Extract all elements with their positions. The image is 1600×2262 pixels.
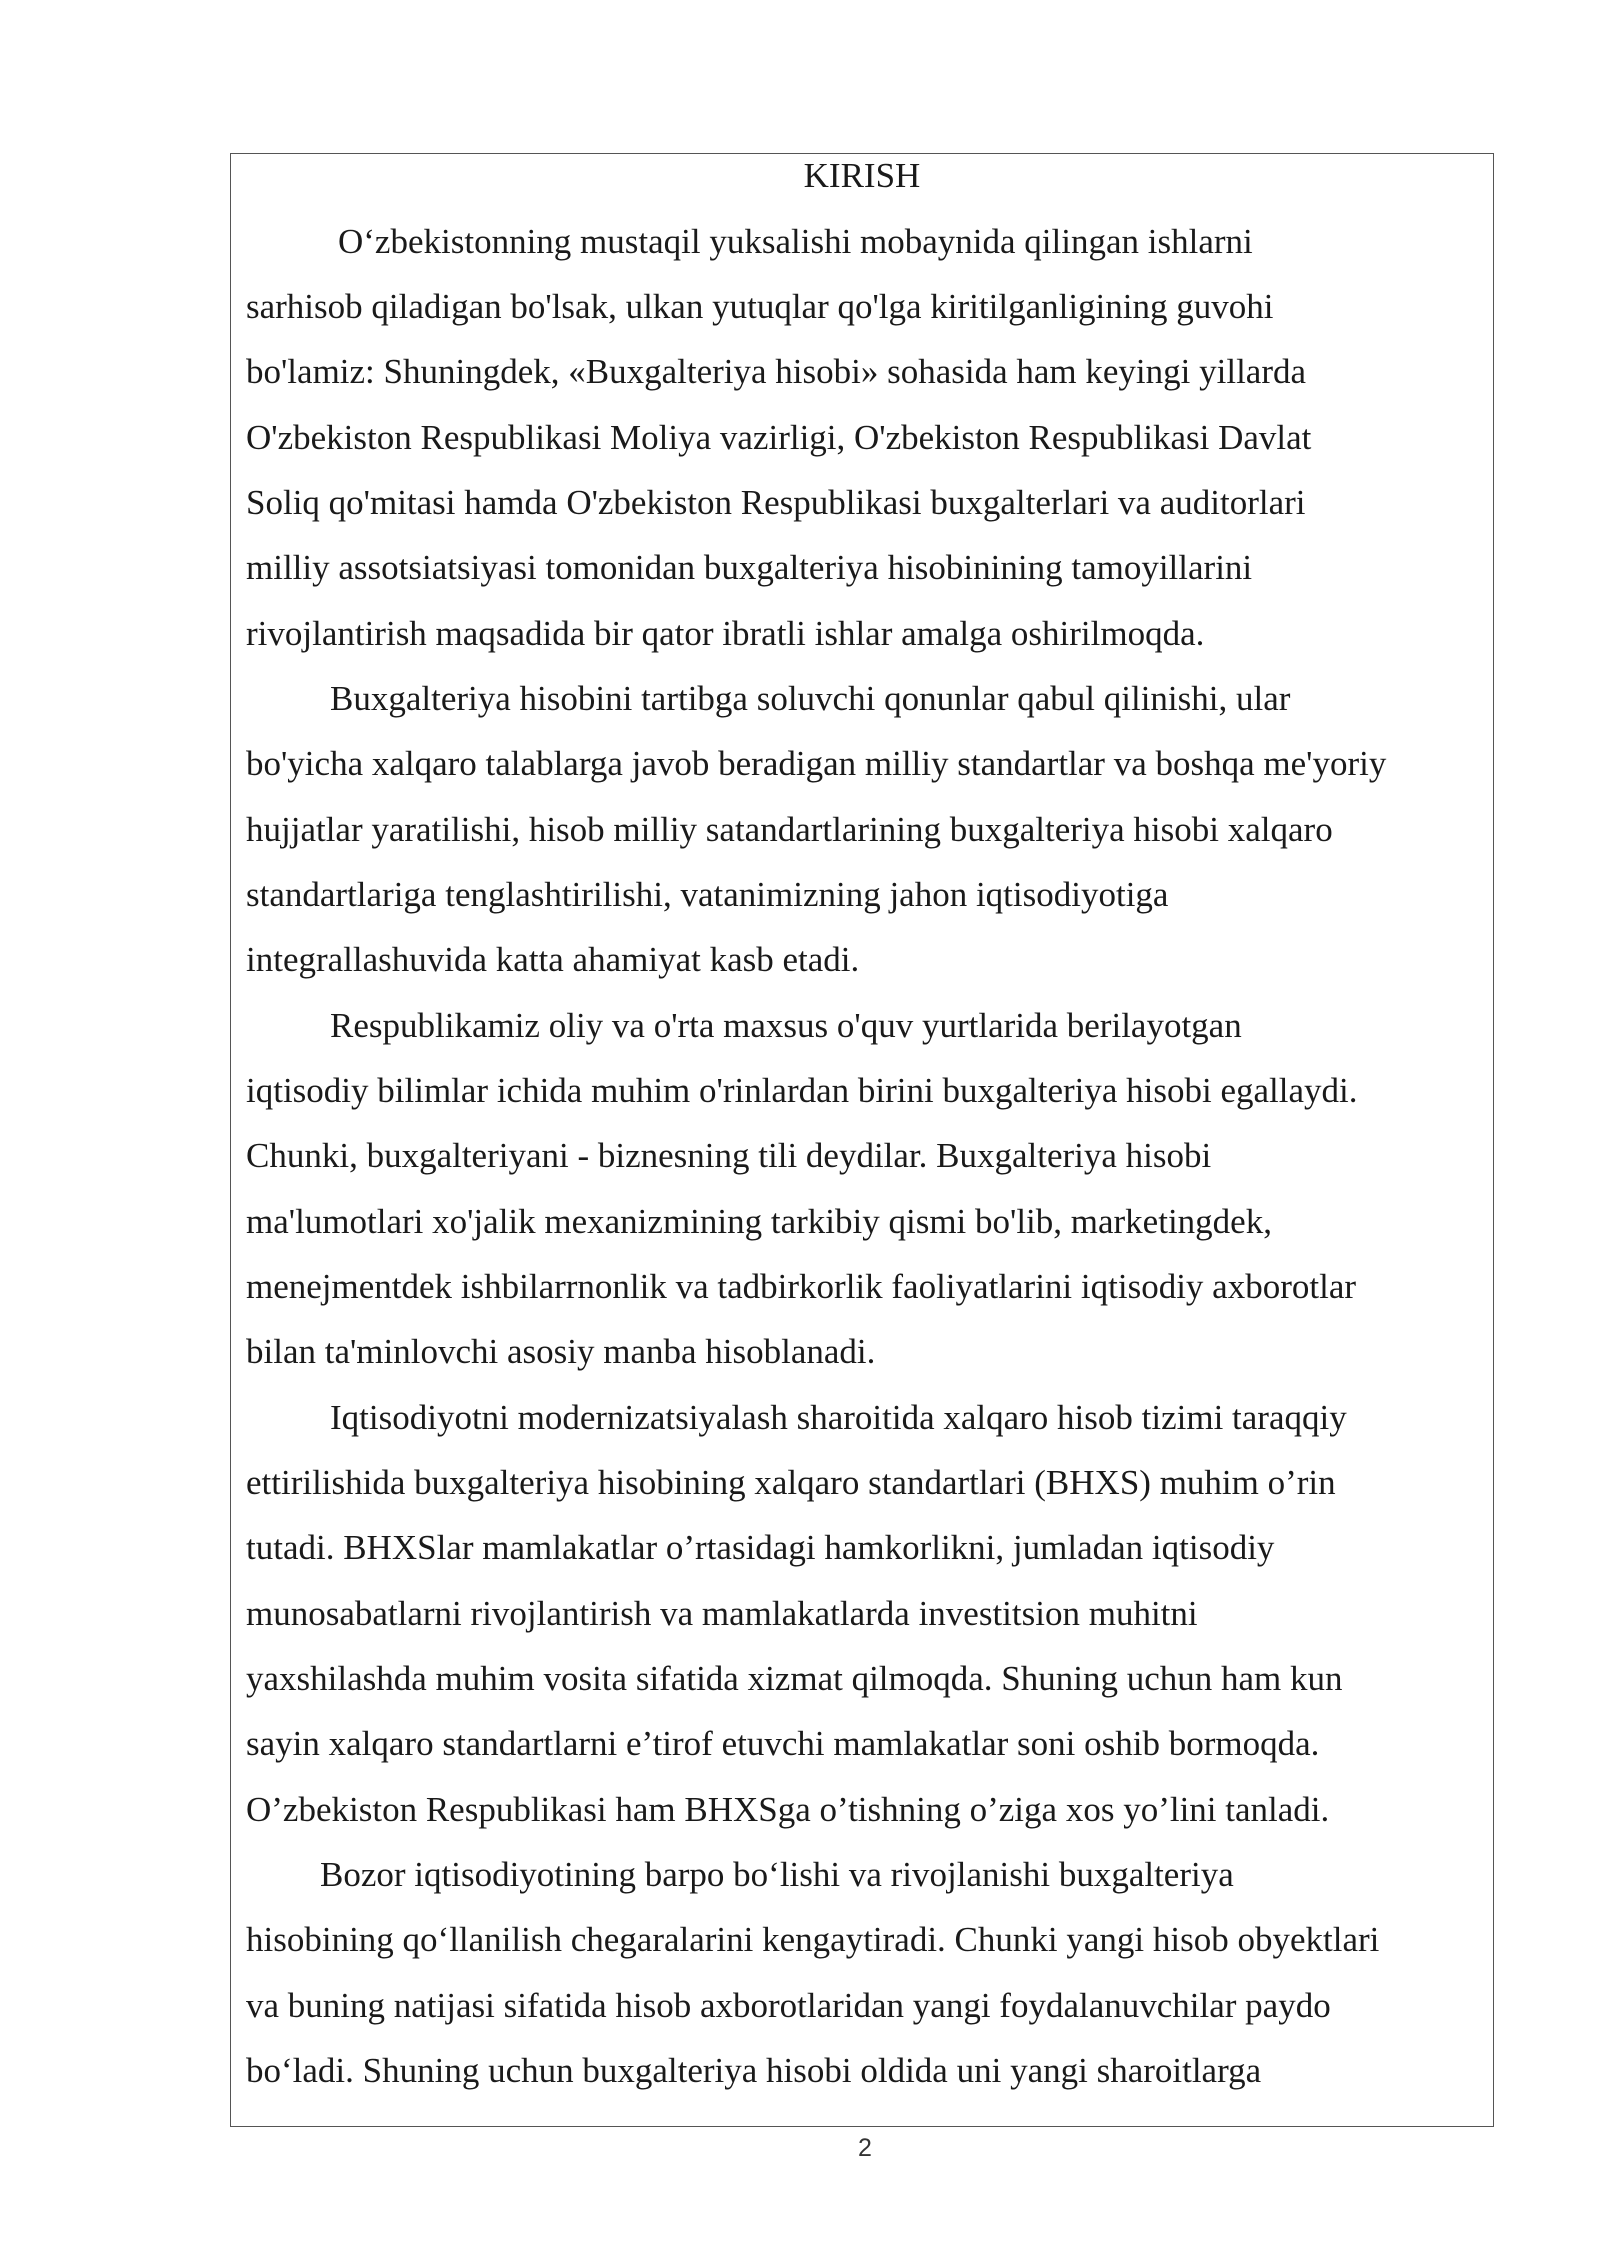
paragraph-line: sayin xalqaro standartlarni e’tirof etuvchi mamlakatlar soni oshib bormoqda.: [246, 1724, 1320, 1763]
paragraph-line: bo'lamiz: Shuningdek, «Buxgalteriya hisobi» sohasida ham keyingi yillarda: [246, 352, 1307, 391]
paragraph-line: menejmentdek ishbilarrnonlik va tadbirkorlik faoliyatlarini iqtisodiy axborotlar: [246, 1267, 1357, 1306]
paragraph-line: milliy assotsiatsiyasi tomonidan buxgalteriya hisobinining tamoyillarini: [246, 548, 1253, 587]
paragraph-line: bilan ta'minlovchi asosiy manba hisoblanadi.: [246, 1332, 876, 1371]
paragraph-line: tutadi. BHXSlar mamlakatlar o’rtasidagi hamkorlikni, jumladan iqtisodiy: [246, 1528, 1275, 1567]
paragraph-line: O'zbekiston Respublikasi Moliya vazirligi, O'zbekiston Respublikasi Davlat: [246, 418, 1312, 457]
paragraph-line: ettirilishida buxgalteriya hisobining xalqaro standartlari (BHXS) muhim o’rin: [246, 1463, 1336, 1502]
page-number: 2: [858, 2134, 872, 2162]
paragraph-line: Buxgalteriya hisobini tartibga soluvchi qonunlar qabul qilinishi, ular: [330, 679, 1291, 718]
paragraph-line: integrallashuvida katta ahamiyat kasb etadi.: [246, 940, 860, 979]
paragraph-line: Iqtisodiyotni modernizatsiyalash sharoitida xalqaro hisob tizimi taraqqiy: [330, 1398, 1347, 1437]
section-title: KIRISH: [803, 156, 921, 195]
paragraph-line: O‘zbekistonning mustaqil yuksalishi mobaynida qilingan ishlarni: [338, 222, 1253, 261]
paragraph-line: Respublikamiz oliy va o'rta maxsus o'quv yurtlarida berilayotgan: [330, 1006, 1242, 1045]
paragraph-line: Chunki, buxgalteriyani - biznesning tili deydilar. Buxgalteriya hisobi: [246, 1136, 1212, 1175]
paragraph-line: yaxshilashda muhim vosita sifatida xizmat qilmoqda. Shuning uchun ham kun: [246, 1659, 1343, 1698]
paragraph-line: hujjatlar yaratilishi, hisob milliy satandartlarining buxgalteriya hisobi xalqaro: [246, 810, 1333, 849]
paragraph-line: ma'lumotlari xo'jalik mexanizmining tarkibiy qismi bo'lib, marketingdek,: [246, 1202, 1272, 1241]
paragraph-line: va buning natijasi sifatida hisob axborotlaridan yangi foydalanuvchilar paydo: [246, 1986, 1331, 2025]
paragraph-line: bo'yicha xalqaro talablarga javob beradigan milliy standartlar va boshqa me'yoriy: [246, 744, 1387, 783]
paragraph-line: bo‘ladi. Shuning uchun buxgalteriya hisobi oldida uni yangi sharoitlarga: [246, 2051, 1262, 2090]
paragraph-line: hisobining qo‘llanilish chegaralarini kengaytiradi. Chunki yangi hisob obyektlari: [246, 1920, 1380, 1959]
paragraph-line: munosabatlarni rivojlantirish va mamlakatlarda investitsion muhitni: [246, 1594, 1198, 1633]
paragraph-line: standartlariga tenglashtirilishi, vatanimizning jahon iqtisodiyotiga: [246, 875, 1169, 914]
paragraph-line: iqtisodiy bilimlar ichida muhim o'rinlardan birini buxgalteriya hisobi egallaydi.: [246, 1071, 1358, 1110]
paragraph-line: O’zbekiston Respublikasi ham BHXSga o’tishning o’ziga xos yo’lini tanladi.: [246, 1790, 1330, 1829]
paragraph-line: rivojlantirish maqsadida bir qator ibratli ishlar amalga oshirilmoqda.: [246, 614, 1205, 653]
paragraph-line: sarhisob qiladigan bo'lsak, ulkan yutuqlar qo'lga kiritilganligining guvohi: [246, 287, 1274, 326]
paragraph-line: Bozor iqtisodiyotining barpo bo‘lishi va rivojlanishi buxgalteriya: [320, 1855, 1234, 1894]
paragraph-line: Soliq qo'mitasi hamda O'zbekiston Respublikasi buxgalterlari va auditorlari: [246, 483, 1306, 522]
